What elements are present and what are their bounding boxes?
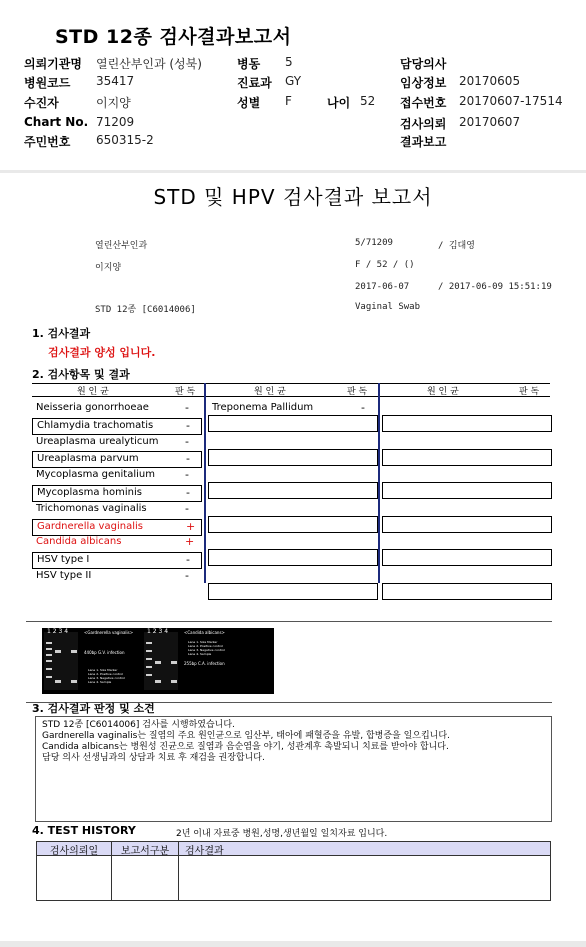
- lane-numbers: 1 2 3 4: [147, 628, 169, 635]
- table-row: [32, 401, 200, 416]
- field-value: 열린산부인과 (성북): [96, 57, 202, 71]
- field-label: Chart No.: [24, 115, 89, 129]
- section2-heading: 2. 검사항목 및 결과: [32, 368, 130, 381]
- field-label: 진료과: [237, 76, 272, 90]
- field-value: 5: [285, 55, 293, 69]
- table-row: [32, 535, 200, 550]
- table-row: [32, 569, 200, 584]
- section4-heading: 4. TEST HISTORY: [32, 824, 136, 837]
- sex-age: F / 52 / (): [355, 260, 415, 270]
- patient-name: 이지양: [95, 263, 122, 273]
- organism-name: Ureaplasma parvum: [37, 453, 139, 465]
- history-cell: [112, 856, 179, 900]
- col-judgement: 판 독: [519, 387, 540, 397]
- result-cell-box: [208, 449, 378, 466]
- col-organism: 원 인 균: [254, 387, 286, 397]
- history-col: 보고서구분: [112, 842, 179, 855]
- field-value: 이지양: [96, 96, 131, 110]
- result-cell-box: [382, 516, 552, 533]
- field-label: 나이: [327, 96, 351, 110]
- specimen: Vaginal Swab: [355, 302, 421, 312]
- col-organism: 원 인 균: [427, 387, 459, 397]
- organism-result: -: [185, 401, 189, 414]
- organism-name: Ureaplasma urealyticum: [36, 435, 159, 447]
- field-label: 성별: [237, 96, 261, 110]
- result-cell-box: [208, 583, 378, 600]
- table-row: [32, 435, 200, 450]
- organism-result: -: [185, 434, 189, 448]
- organism-result: -: [185, 569, 189, 582]
- interpretation-line: Gardnerella vaginalis는 질염의 주요 원인균으로 임산부, 태아에 패혈증을 유발, 합병증을 일으킵니다.: [42, 731, 450, 741]
- received-date: 2017-06-07: [355, 282, 410, 292]
- gel-right-band-label: 255bp C.A. infection: [184, 661, 225, 666]
- gel-left-band-label: 440bp G.V. infection: [84, 650, 125, 655]
- organism-result: -: [186, 553, 190, 567]
- field-label: 병동: [237, 57, 261, 71]
- table-row: [208, 401, 376, 416]
- result-table-header: [32, 383, 550, 397]
- gel-electrophoresis-image: [42, 628, 274, 694]
- history-note: 2년 이내 자료중 병원,성명,생년월일 일치자료 입니다.: [176, 829, 388, 839]
- history-header: [37, 842, 550, 856]
- field-label: 담당의사: [400, 57, 447, 71]
- gel-left-title: <Gardnerella vaginalis>: [84, 630, 134, 635]
- column-divider: [378, 383, 380, 583]
- chart-id: 5/71209: [355, 238, 393, 248]
- report-header: [0, 0, 586, 170]
- field-label: 검사의뢰: [400, 117, 447, 131]
- history-table: [36, 841, 551, 901]
- field-value: F: [285, 94, 292, 108]
- organism-result: -: [185, 501, 189, 515]
- organism-name: Treponema Pallidum: [212, 402, 314, 413]
- table-row: [32, 451, 202, 468]
- organism-name: Mycoplasma genitalium: [36, 469, 155, 481]
- section1-heading: 1. 검사결과: [32, 327, 91, 340]
- reported-datetime: / 2017-06-09 15:51:19: [438, 282, 552, 292]
- organism-result: -: [186, 452, 190, 466]
- history-cell: [37, 856, 112, 900]
- result-cell-box: [208, 415, 378, 432]
- column-divider: [204, 383, 206, 583]
- interpretation-box: [35, 716, 552, 822]
- organism-result: +: [185, 535, 195, 549]
- history-col: 검사결과: [185, 846, 224, 857]
- table-row: [32, 519, 202, 536]
- table-row: [32, 552, 202, 569]
- report-title: STD 및 HPV 검사결과 보고서: [153, 185, 433, 209]
- field-label: 병원코드: [24, 76, 71, 90]
- field-value: 20170607: [459, 115, 521, 129]
- gel-right-legend: Lane 1. Size Marker Lane 2. Positive control Lane 3. Negative control Lane 4. Sample: [188, 640, 225, 656]
- hospital-name: 열린산부인과: [95, 241, 148, 251]
- organism-name: Chlamydia trachomatis: [37, 419, 154, 431]
- result-cell-box: [382, 415, 552, 432]
- field-value: 71209: [96, 115, 135, 129]
- field-value: 52: [360, 94, 376, 108]
- history-body: [37, 856, 550, 900]
- page-title: STD 12종 검사결과보고서: [55, 26, 292, 48]
- interpretation-line: STD 12종 [C6014006] 검사를 시행하였습니다.: [42, 720, 235, 730]
- test-code: STD 12종 [C6014006]: [95, 305, 196, 315]
- col-judgement: 판 독: [347, 387, 368, 397]
- field-label: 수진자: [24, 96, 59, 110]
- field-value: 20170607-17514: [459, 94, 563, 108]
- result-cell-box: [208, 549, 378, 566]
- field-label: 결과보고: [400, 135, 447, 149]
- organism-name: Gardnerella vaginalis: [37, 520, 143, 532]
- field-label: 주민번호: [24, 135, 71, 149]
- result-summary: 검사결과 양성 입니다.: [48, 346, 156, 359]
- organism-name: Candida albicans: [36, 536, 122, 548]
- table-row: [32, 468, 200, 483]
- result-cell-box: [382, 482, 552, 499]
- history-col: 검사의뢰일: [37, 842, 112, 855]
- result-cell-box: [382, 449, 552, 466]
- organism-name: Mycoplasma hominis: [37, 487, 142, 498]
- organism-result: -: [186, 418, 190, 432]
- table-row: [32, 502, 200, 517]
- doctor-name: / 김대영: [438, 241, 475, 251]
- result-cell-box: [208, 516, 378, 533]
- field-value: 650315-2: [96, 133, 154, 147]
- result-cell-box: [208, 482, 378, 499]
- gel-right-title: <Candida albicans>: [184, 630, 225, 635]
- field-value: 20170605: [459, 74, 521, 88]
- organism-name: Trichomonas vaginalis: [36, 502, 147, 514]
- organism-result: -: [361, 401, 365, 414]
- field-value: GY: [285, 74, 302, 88]
- field-label: 접수번호: [400, 96, 447, 110]
- organism-name: HSV type II: [36, 570, 92, 581]
- table-row: [32, 485, 202, 502]
- report-sheet: [0, 173, 586, 941]
- field-label: 의뢰기관명: [24, 57, 82, 71]
- section3-heading: 3. 검사결과 판정 및 소견: [32, 702, 155, 715]
- table-row: [32, 418, 202, 435]
- interpretation-line: Candida albicans는 병원성 진균으로 질염과 음순염을 야기, 성관계후 촉발되니 치료를 받아야 합니다.: [42, 742, 449, 752]
- gel-image-graphic: [42, 628, 274, 694]
- col-organism: 원 인 균: [77, 387, 109, 397]
- field-label: 임상정보: [400, 76, 447, 90]
- organism-result: +: [186, 519, 196, 533]
- interpretation-line: 담당 의사 선생님과의 상담과 치료 후 재검을 권장합니다.: [42, 753, 265, 763]
- result-cell-box: [382, 583, 552, 600]
- divider: [26, 621, 552, 622]
- col-judgement: 판 독: [175, 387, 196, 397]
- organism-name: Neisseria gonorrhoeae: [36, 402, 149, 413]
- organism-name: HSV type I: [37, 554, 90, 566]
- result-cell-box: [382, 549, 552, 566]
- lane-numbers: 1 2 3 4: [47, 628, 69, 635]
- gel-left-legend: Lane 1. Size Marker Lane 2. Positive control Lane 3. Negative control Lane 4. Sample: [88, 668, 125, 684]
- field-value: 35417: [96, 74, 135, 88]
- organism-result: -: [185, 468, 189, 482]
- organism-result: -: [186, 486, 190, 499]
